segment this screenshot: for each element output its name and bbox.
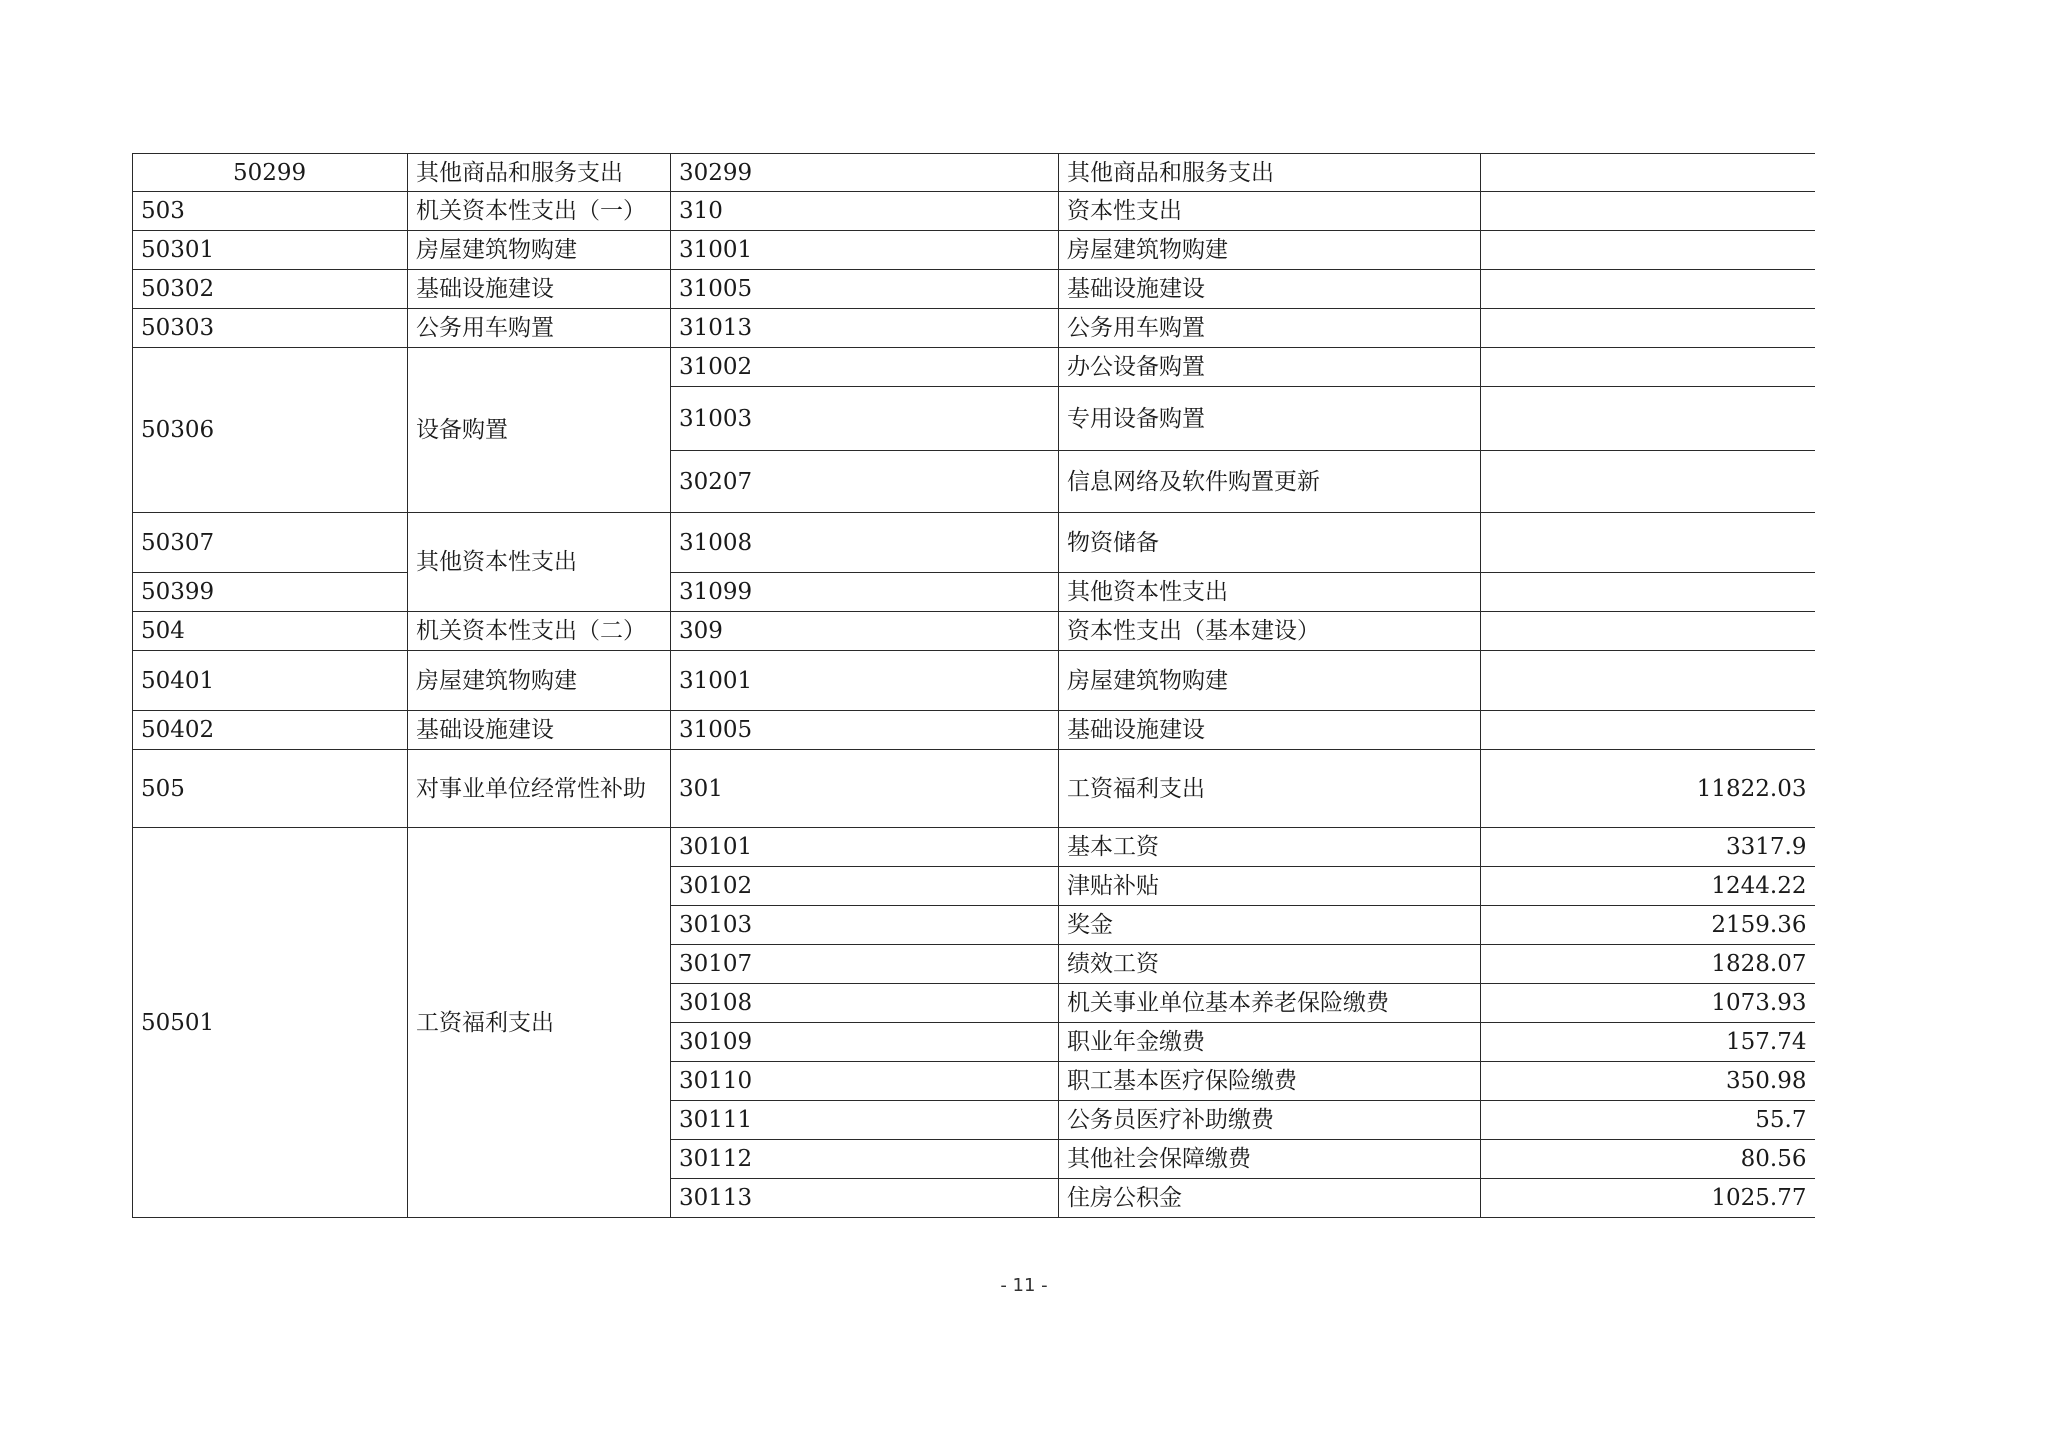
gov-code-cell: 50402 xyxy=(133,711,408,750)
expenditure-classification-table xyxy=(132,153,1815,1218)
dept-name-cell: 津贴补贴 xyxy=(1059,867,1481,906)
gov-code-cell: 50301 xyxy=(133,231,408,270)
dept-code-cell: 309 xyxy=(671,612,1059,651)
dept-code-cell: 30109 xyxy=(671,1023,1059,1062)
gov-name-cell: 设备购置 xyxy=(408,348,671,513)
table-row xyxy=(133,750,1815,828)
dept-name-cell: 房屋建筑物购建 xyxy=(1059,231,1481,270)
gov-name-cell: 工资福利支出 xyxy=(408,828,671,1218)
amount-cell: 1828.07 xyxy=(1481,945,1815,984)
gov-code-cell: 50399 xyxy=(133,573,408,612)
gov-name-cell: 机关资本性支出（二） xyxy=(408,612,671,651)
amount-cell xyxy=(1481,270,1815,309)
table-row xyxy=(133,612,1815,651)
dept-code-cell: 31008 xyxy=(671,513,1059,573)
amount-cell: 157.74 xyxy=(1481,1023,1815,1062)
gov-code-cell: 50401 xyxy=(133,651,408,711)
table-row xyxy=(133,270,1815,309)
dept-name-cell: 职业年金缴费 xyxy=(1059,1023,1481,1062)
dept-name-cell: 资本性支出（基本建设） xyxy=(1059,612,1481,651)
dept-code-cell: 30113 xyxy=(671,1179,1059,1218)
dept-name-cell: 住房公积金 xyxy=(1059,1179,1481,1218)
dept-name-cell: 其他资本性支出 xyxy=(1059,573,1481,612)
amount-cell: 3317.9 xyxy=(1481,828,1815,867)
dept-name-cell: 办公设备购置 xyxy=(1059,348,1481,387)
amount-cell: 1073.93 xyxy=(1481,984,1815,1023)
amount-cell xyxy=(1481,192,1815,231)
dept-name-cell: 基础设施建设 xyxy=(1059,711,1481,750)
amount-cell xyxy=(1481,612,1815,651)
dept-name-cell: 公务用车购置 xyxy=(1059,309,1481,348)
table-row xyxy=(133,154,1815,192)
dept-name-cell: 其他商品和服务支出 xyxy=(1059,154,1481,192)
dept-code-cell: 30102 xyxy=(671,867,1059,906)
amount-cell: 80.56 xyxy=(1481,1140,1815,1179)
dept-name-cell: 信息网络及软件购置更新 xyxy=(1059,451,1481,513)
dept-code-cell: 30101 xyxy=(671,828,1059,867)
dept-code-cell: 301 xyxy=(671,750,1059,828)
dept-name-cell: 机关事业单位基本养老保险缴费 xyxy=(1059,984,1481,1023)
dept-code-cell: 30111 xyxy=(671,1101,1059,1140)
dept-code-cell: 30112 xyxy=(671,1140,1059,1179)
gov-name-cell: 其他资本性支出 xyxy=(408,513,671,612)
amount-cell xyxy=(1481,651,1815,711)
amount-cell xyxy=(1481,348,1815,387)
dept-name-cell: 职工基本医疗保险缴费 xyxy=(1059,1062,1481,1101)
table-row xyxy=(133,651,1815,711)
dept-code-cell: 310 xyxy=(671,192,1059,231)
gov-code-cell: 50306 xyxy=(133,348,408,513)
dept-code-cell: 30108 xyxy=(671,984,1059,1023)
dept-code-cell: 30103 xyxy=(671,906,1059,945)
table-row xyxy=(133,192,1815,231)
amount-cell xyxy=(1481,573,1815,612)
gov-code-cell: 503 xyxy=(133,192,408,231)
amount-cell xyxy=(1481,154,1815,192)
amount-cell xyxy=(1481,387,1815,451)
gov-code-cell: 50299 xyxy=(133,154,408,192)
amount-cell: 2159.36 xyxy=(1481,906,1815,945)
dept-name-cell: 物资储备 xyxy=(1059,513,1481,573)
dept-code-cell: 30110 xyxy=(671,1062,1059,1101)
table-row xyxy=(133,573,1815,612)
gov-name-cell: 基础设施建设 xyxy=(408,270,671,309)
dept-code-cell: 31003 xyxy=(671,387,1059,451)
table-row xyxy=(133,828,1815,867)
dept-name-cell: 奖金 xyxy=(1059,906,1481,945)
dept-name-cell: 基础设施建设 xyxy=(1059,270,1481,309)
amount-cell: 1025.77 xyxy=(1481,1179,1815,1218)
dept-name-cell: 公务员医疗补助缴费 xyxy=(1059,1101,1481,1140)
gov-name-cell: 其他商品和服务支出 xyxy=(408,154,671,192)
amount-cell xyxy=(1481,513,1815,573)
dept-code-cell: 31001 xyxy=(671,231,1059,270)
gov-code-cell: 505 xyxy=(133,750,408,828)
table-row xyxy=(133,231,1815,270)
dept-name-cell: 专用设备购置 xyxy=(1059,387,1481,451)
gov-name-cell: 房屋建筑物购建 xyxy=(408,651,671,711)
gov-name-cell: 公务用车购置 xyxy=(408,309,671,348)
amount-cell xyxy=(1481,451,1815,513)
dept-name-cell: 绩效工资 xyxy=(1059,945,1481,984)
amount-cell: 55.7 xyxy=(1481,1101,1815,1140)
amount-cell xyxy=(1481,231,1815,270)
amount-cell xyxy=(1481,309,1815,348)
gov-name-cell: 房屋建筑物购建 xyxy=(408,231,671,270)
gov-code-cell: 50501 xyxy=(133,828,408,1218)
amount-cell: 11822.03 xyxy=(1481,750,1815,828)
gov-name-cell: 基础设施建设 xyxy=(408,711,671,750)
dept-code-cell: 31013 xyxy=(671,309,1059,348)
dept-name-cell: 基本工资 xyxy=(1059,828,1481,867)
table-row xyxy=(133,711,1815,750)
gov-name-cell: 对事业单位经常性补助 xyxy=(408,750,671,828)
gov-code-cell: 50307 xyxy=(133,513,408,573)
dept-code-cell: 31001 xyxy=(671,651,1059,711)
amount-cell: 1244.22 xyxy=(1481,867,1815,906)
dept-name-cell: 房屋建筑物购建 xyxy=(1059,651,1481,711)
dept-code-cell: 30207 xyxy=(671,451,1059,513)
gov-code-cell: 504 xyxy=(133,612,408,651)
table-row xyxy=(133,348,1815,387)
gov-name-cell: 机关资本性支出（一） xyxy=(408,192,671,231)
dept-code-cell: 30107 xyxy=(671,945,1059,984)
dept-name-cell: 资本性支出 xyxy=(1059,192,1481,231)
amount-cell: 350.98 xyxy=(1481,1062,1815,1101)
amount-cell xyxy=(1481,711,1815,750)
dept-code-cell: 30299 xyxy=(671,154,1059,192)
dept-code-cell: 31005 xyxy=(671,711,1059,750)
table-row xyxy=(133,309,1815,348)
dept-code-cell: 31099 xyxy=(671,573,1059,612)
table-row xyxy=(133,513,1815,573)
dept-name-cell: 工资福利支出 xyxy=(1059,750,1481,828)
dept-name-cell: 其他社会保障缴费 xyxy=(1059,1140,1481,1179)
dept-code-cell: 31005 xyxy=(671,270,1059,309)
dept-code-cell: 31002 xyxy=(671,348,1059,387)
gov-code-cell: 50303 xyxy=(133,309,408,348)
page-number: - 11 - xyxy=(1000,1275,1048,1296)
gov-code-cell: 50302 xyxy=(133,270,408,309)
